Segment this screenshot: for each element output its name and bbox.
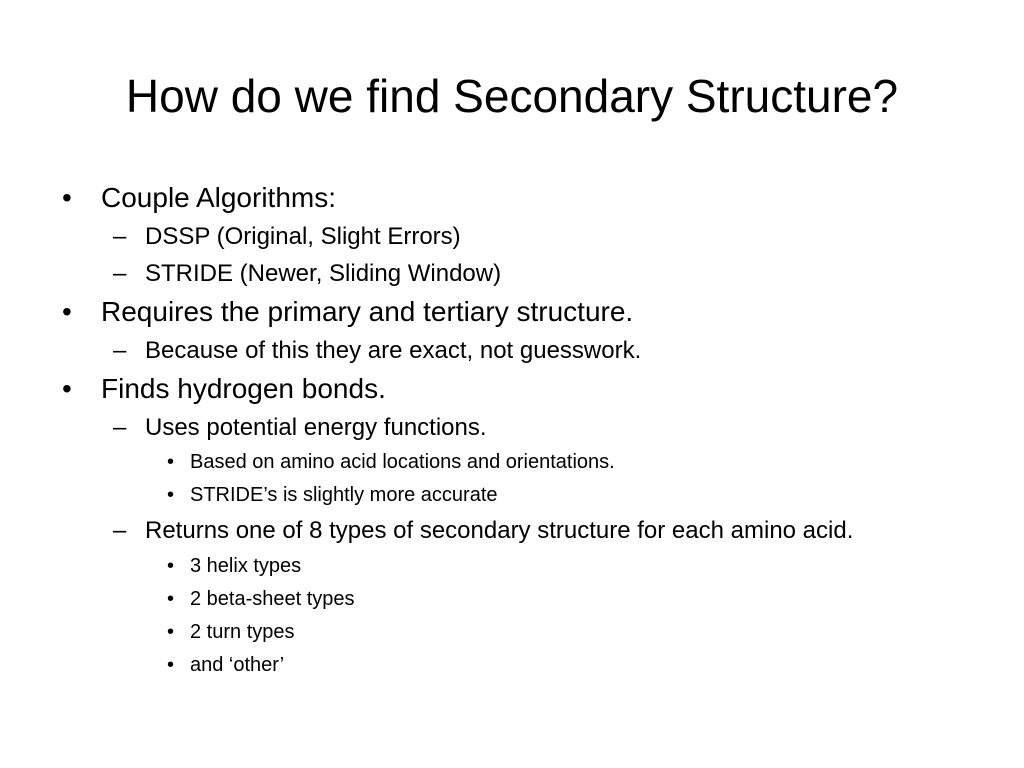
- bullet-marker: •: [167, 588, 175, 610]
- sub-sub-bullet-item: [0, 446, 1024, 479]
- bullet-text: Requires the primary and tertiary structure.: [101, 296, 634, 327]
- dash-marker: –: [113, 414, 127, 441]
- bullet-item: [0, 178, 1024, 218]
- sub-bullet-text: Uses potential energy functions.: [145, 414, 487, 441]
- bullet-list: [0, 178, 1024, 682]
- sub-sub-bullet-item: [0, 479, 1024, 512]
- bullet-marker: •: [167, 654, 175, 676]
- sub-sub-bullet-text: Based on amino acid locations and orientations.: [190, 451, 615, 473]
- sub-sub-bullet-text: STRIDE’s is slightly more accurate: [190, 484, 498, 506]
- sub-bullet-item: [0, 332, 1024, 369]
- sub-bullet-text: Because of this they are exact, not guesswork.: [145, 337, 642, 364]
- sub-sub-bullet-text: and ‘other’: [190, 654, 285, 676]
- bullet-marker: •: [167, 451, 175, 473]
- bullet-marker: •: [62, 182, 72, 213]
- sub-sub-bullet-text: 2 beta-sheet types: [190, 588, 355, 610]
- bullet-marker: •: [167, 555, 175, 577]
- sub-sub-bullet-text: 3 helix types: [190, 555, 302, 577]
- dash-marker: –: [113, 517, 127, 544]
- bullet-item: [0, 292, 1024, 332]
- sub-bullet-item: [0, 515, 945, 547]
- dash-marker: –: [113, 223, 127, 250]
- sub-bullet-text: STRIDE (Newer, Sliding Window): [145, 260, 502, 287]
- bullet-item: [0, 369, 1024, 409]
- sub-bullet-text: DSSP (Original, Slight Errors): [145, 223, 461, 250]
- sub-sub-bullet-item: [0, 616, 1024, 649]
- bullet-marker: •: [167, 621, 175, 643]
- sub-bullet-text: Returns one of 8 types of secondary structure for each amino acid.: [145, 517, 854, 544]
- bullet-marker: •: [62, 373, 72, 404]
- bullet-text: Couple Algorithms:: [101, 182, 337, 213]
- sub-sub-bullet-item: [0, 583, 1024, 616]
- sub-sub-bullet-item: [0, 649, 1024, 682]
- sub-sub-bullet-text: 2 turn types: [190, 621, 295, 643]
- sub-bullet-item: [0, 409, 1024, 446]
- sub-bullet-item: [0, 218, 1024, 255]
- dash-marker: –: [113, 337, 127, 364]
- sub-bullet-item: [0, 255, 1024, 292]
- slide-title: How do we find Secondary Structure?: [125, 70, 899, 122]
- dash-marker: –: [113, 260, 127, 287]
- bullet-text: Finds hydrogen bonds.: [101, 373, 386, 404]
- sub-sub-bullet-item: [0, 550, 1024, 583]
- bullet-marker: •: [62, 296, 72, 327]
- bullet-marker: •: [167, 484, 175, 506]
